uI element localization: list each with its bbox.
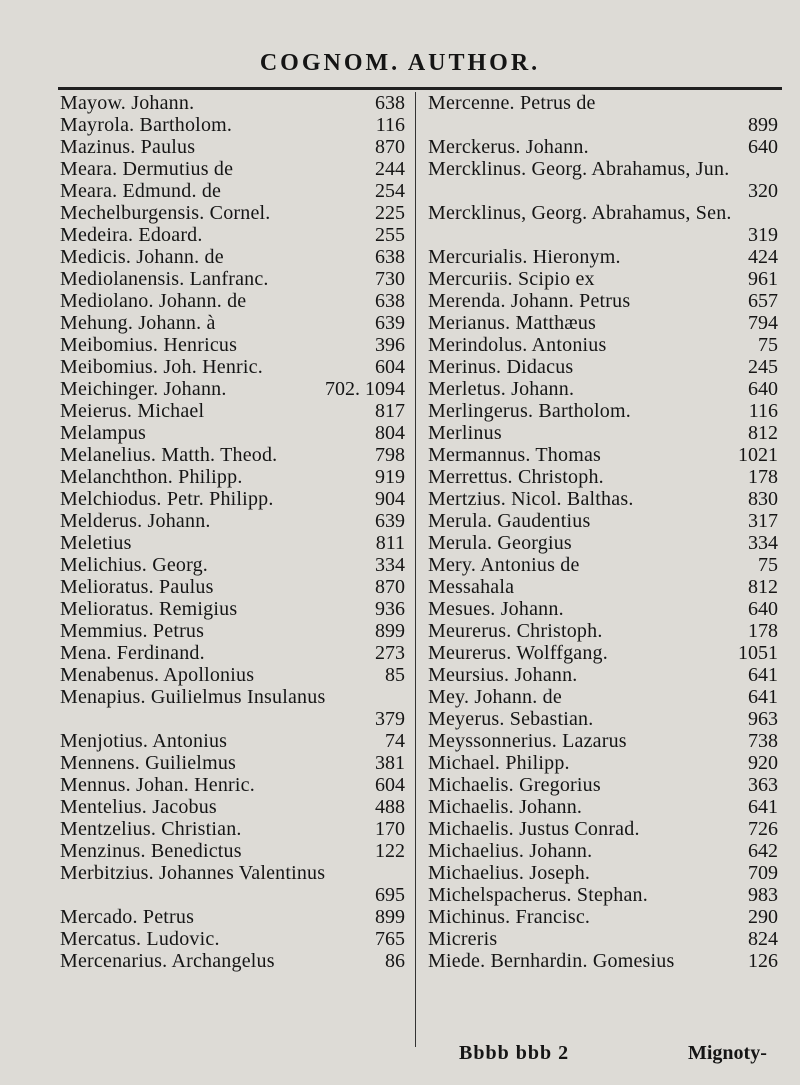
index-entry <box>428 510 778 532</box>
page-reference: 424 <box>748 246 778 268</box>
author-name: Melichius. Georg. <box>60 554 209 576</box>
author-name: Meichinger. Johann. <box>60 378 227 400</box>
page-reference: 765 <box>375 928 405 950</box>
page-reference: 640 <box>748 598 778 620</box>
right-column <box>428 92 778 972</box>
index-entry <box>60 444 405 466</box>
index-entry <box>60 906 405 928</box>
page-reference: 334 <box>748 532 778 554</box>
author-name: Mesues. Johann. <box>428 598 564 620</box>
page-reference: 641 <box>748 796 778 818</box>
index-entry <box>428 818 778 840</box>
author-name: Mentzelius. Christian. <box>60 818 242 840</box>
page-reference: 116 <box>375 114 405 136</box>
index-entry <box>428 796 778 818</box>
index-entry <box>428 906 778 928</box>
page-reference: 363 <box>748 774 778 796</box>
author-name: Meursius. Johann. <box>428 664 578 686</box>
author-name: Melderus. Johann. <box>60 510 211 532</box>
page-reference: 379 <box>375 708 405 730</box>
page-reference: 254 <box>375 180 405 202</box>
index-entry <box>60 400 405 422</box>
page-reference: 396 <box>375 334 405 356</box>
index-entry <box>60 664 405 686</box>
page-reference: 225 <box>375 202 405 224</box>
index-entry <box>60 510 405 532</box>
page-reference: 255 <box>375 224 405 246</box>
page-reference: 936 <box>375 598 405 620</box>
author-name: Meyssonnerius. Lazarus <box>428 730 627 752</box>
index-entry <box>428 444 778 466</box>
page-reference: 738 <box>748 730 778 752</box>
index-entry <box>60 488 405 510</box>
page-reference: 317 <box>748 510 778 532</box>
author-name: Mercatus. Ludovic. <box>60 928 220 950</box>
author-name: Meara. Edmund. de <box>60 180 222 202</box>
author-name: Medeira. Edoard. <box>60 224 203 246</box>
index-entry <box>428 928 778 950</box>
author-name: Mediolano. Johann. de <box>60 290 247 312</box>
author-name: Mercklinus, Georg. Abrahamus, Sen. <box>428 202 732 224</box>
page-reference: 804 <box>375 422 405 444</box>
author-name: Meletius <box>60 532 132 554</box>
index-entry <box>428 664 778 686</box>
author-name: Merrettus. Christoph. <box>428 466 604 488</box>
index-entry <box>60 774 405 796</box>
page-reference: 899 <box>375 906 405 928</box>
author-name: Mertzius. Nicol. Balthas. <box>428 488 634 510</box>
author-name: Mercurialis. Hieronym. <box>428 246 621 268</box>
author-name: Merckerus. Johann. <box>428 136 589 158</box>
index-entry <box>60 180 405 202</box>
page-reference: 604 <box>375 356 405 378</box>
index-entry <box>428 268 778 290</box>
page-reference: 290 <box>748 906 778 928</box>
page-reference: 245 <box>748 356 778 378</box>
page-reference: 641 <box>748 686 778 708</box>
author-name: Mechelburgensis. Cornel. <box>60 202 271 224</box>
page-reference: 641 <box>748 664 778 686</box>
author-name: Melanelius. Matth. Theod. <box>60 444 278 466</box>
index-entry <box>428 532 778 554</box>
author-name: Menzinus. Benedictus <box>60 840 242 862</box>
index-entry <box>428 884 778 906</box>
index-entry <box>60 752 405 774</box>
index-entry <box>60 92 405 114</box>
author-name: Mercado. Petrus <box>60 906 195 928</box>
index-entry <box>60 290 405 312</box>
author-name: Merula. Gaudentius <box>428 510 591 532</box>
page-reference: 640 <box>748 136 778 158</box>
page-reference: 640 <box>748 378 778 400</box>
catchword: Mignoty- <box>688 1042 767 1064</box>
author-name: Merlingerus. Bartholom. <box>428 400 631 422</box>
index-entry <box>60 642 405 664</box>
author-name: Menapius. Guilielmus Insulanus <box>60 686 326 708</box>
index-entry <box>60 796 405 818</box>
page-reference: 702. 1094 <box>325 378 405 400</box>
page-reference: 709 <box>748 862 778 884</box>
page-reference: 1021 <box>738 444 778 466</box>
signature-mark: Bbbb bbb 2 <box>459 1042 570 1064</box>
author-name: Melampus <box>60 422 147 444</box>
index-entry <box>60 268 405 290</box>
page-reference: 488 <box>375 796 405 818</box>
page-reference: 638 <box>375 290 405 312</box>
author-name: Mena. Ferdinand. <box>60 642 205 664</box>
index-entry <box>428 620 778 642</box>
page-header: COGNOM. AUTHOR. <box>259 50 541 76</box>
index-entry <box>428 290 778 312</box>
page-reference: 983 <box>748 884 778 906</box>
author-name: Mercenne. Petrus de <box>428 92 596 114</box>
author-name: Mey. Johann. de <box>428 686 562 708</box>
author-name: Miede. Bernhardin. Gomesius <box>428 950 675 972</box>
index-entry <box>428 334 778 356</box>
index-entry <box>60 378 405 400</box>
author-name: Michaelis. Justus Conrad. <box>428 818 640 840</box>
index-entry <box>428 312 778 334</box>
index-entry <box>428 378 778 400</box>
index-entry <box>60 730 405 752</box>
author-name: Menabenus. Apollonius <box>60 664 255 686</box>
index-entry <box>60 158 405 180</box>
index-entry <box>428 488 778 510</box>
page-reference: 870 <box>375 136 405 158</box>
author-name: Meibomius. Joh. Henric. <box>60 356 263 378</box>
author-name: Merianus. Matthæus <box>428 312 597 334</box>
page-reference: 638 <box>375 92 405 114</box>
index-entry <box>428 422 778 444</box>
page-reference: 726 <box>748 818 778 840</box>
index-entry <box>60 224 405 246</box>
index-entry <box>428 774 778 796</box>
page-reference: 1051 <box>738 642 778 664</box>
page-reference: 319 <box>748 224 778 246</box>
index-entry <box>428 356 778 378</box>
left-column <box>60 92 405 972</box>
author-name: Merinus. Didacus <box>428 356 574 378</box>
author-name: Merlinus <box>428 422 502 444</box>
author-name: Mercenarius. Archangelus <box>60 950 275 972</box>
page-reference: 812 <box>748 422 778 444</box>
page-reference: 824 <box>748 928 778 950</box>
index-entry <box>428 400 778 422</box>
index-entry <box>428 466 778 488</box>
author-name: Mayow. Johann. <box>60 92 195 114</box>
page-reference: 961 <box>748 268 778 290</box>
author-name: Messahala <box>428 576 515 598</box>
author-name: Mermannus. Thomas <box>428 444 602 466</box>
page-reference: 695 <box>375 884 405 906</box>
index-entry <box>60 532 405 554</box>
page-reference: 74 <box>385 730 405 752</box>
index-entry <box>60 422 405 444</box>
index-entry <box>60 114 405 136</box>
author-name: Meurerus. Wolffgang. <box>428 642 608 664</box>
author-name: Mentelius. Jacobus <box>60 796 217 818</box>
author-name: Michaelis. Johann. <box>428 796 583 818</box>
index-entry <box>428 136 778 158</box>
index-entry <box>60 862 405 906</box>
page-reference: 642 <box>748 840 778 862</box>
author-name: Mennens. Guilielmus <box>60 752 237 774</box>
author-name: Michaelius. Joseph. <box>428 862 591 884</box>
page-reference: 178 <box>748 466 778 488</box>
author-name: Meibomius. Henricus <box>60 334 238 356</box>
index-entry <box>428 202 778 246</box>
index-entry <box>60 818 405 840</box>
author-name: Mayrola. Bartholom. <box>60 114 233 136</box>
page-reference: 817 <box>375 400 405 422</box>
author-name: Mediolanensis. Lanfranc. <box>60 268 269 290</box>
page-reference: 170 <box>375 818 405 840</box>
page-reference: 904 <box>375 488 405 510</box>
page-reference: 794 <box>748 312 778 334</box>
author-name: Melanchthon. Philipp. <box>60 466 243 488</box>
index-entry <box>428 950 778 972</box>
index-entry <box>428 686 778 708</box>
page-reference: 334 <box>375 554 405 576</box>
column-divider <box>415 92 416 1047</box>
page-reference: 75 <box>758 554 778 576</box>
author-name: Merletus. Johann. <box>428 378 575 400</box>
page-reference: 919 <box>375 466 405 488</box>
author-name: Micreris <box>428 928 498 950</box>
page-reference: 899 <box>375 620 405 642</box>
index-entry <box>60 554 405 576</box>
page-reference: 244 <box>375 158 405 180</box>
author-name: Michaelius. Johann. <box>428 840 593 862</box>
page-reference: 830 <box>748 488 778 510</box>
index-entry <box>428 554 778 576</box>
author-name: Mehung. Johann. à <box>60 312 216 334</box>
page-reference: 273 <box>375 642 405 664</box>
author-name: Memmius. Petrus <box>60 620 205 642</box>
index-entry <box>428 158 778 202</box>
author-name: Merbitzius. Johannes Valentinus <box>60 862 326 884</box>
index-entry <box>60 136 405 158</box>
index-entry <box>60 312 405 334</box>
index-entry <box>60 928 405 950</box>
author-name: Menjotius. Antonius <box>60 730 228 752</box>
page-reference: 86 <box>385 950 405 972</box>
page-reference: 381 <box>375 752 405 774</box>
page-reference: 122 <box>375 840 405 862</box>
author-name: Meyerus. Sebastian. <box>428 708 594 730</box>
page-reference: 657 <box>748 290 778 312</box>
page-reference: 798 <box>375 444 405 466</box>
author-name: Meara. Dermutius de <box>60 158 234 180</box>
author-name: Melioratus. Remigius <box>60 598 238 620</box>
author-name: Mennus. Johan. Henric. <box>60 774 255 796</box>
author-name: Meurerus. Christoph. <box>428 620 603 642</box>
author-name: Mercklinus. Georg. Abrahamus, Jun. <box>428 158 730 180</box>
index-entry <box>60 576 405 598</box>
page-reference: 116 <box>748 400 778 422</box>
page-reference: 604 <box>375 774 405 796</box>
index-entry <box>60 246 405 268</box>
author-name: Michelspacherus. Stephan. <box>428 884 648 906</box>
page-reference: 178 <box>748 620 778 642</box>
page-reference: 730 <box>375 268 405 290</box>
author-name: Michinus. Francisc. <box>428 906 591 928</box>
index-entry <box>428 246 778 268</box>
index-entry <box>428 840 778 862</box>
page-reference: 638 <box>375 246 405 268</box>
author-name: Melchiodus. Petr. Philipp. <box>60 488 274 510</box>
page-reference: 812 <box>748 576 778 598</box>
index-entry <box>428 708 778 730</box>
index-entry <box>60 686 405 730</box>
page-reference: 920 <box>748 752 778 774</box>
page-reference: 870 <box>375 576 405 598</box>
author-name: Mazinus. Paulus <box>60 136 196 158</box>
page-reference: 126 <box>748 950 778 972</box>
index-entry <box>428 92 778 136</box>
page-reference: 963 <box>748 708 778 730</box>
page-reference: 75 <box>758 334 778 356</box>
index-entry <box>428 752 778 774</box>
author-name: Merenda. Johann. Petrus <box>428 290 631 312</box>
index-entry <box>428 862 778 884</box>
page-reference: 85 <box>385 664 405 686</box>
author-name: Medicis. Johann. de <box>60 246 224 268</box>
index-entry <box>428 642 778 664</box>
author-name: Merula. Georgius <box>428 532 572 554</box>
author-name: Meierus. Michael <box>60 400 205 422</box>
index-entry <box>60 356 405 378</box>
index-entry <box>428 598 778 620</box>
index-entry <box>60 466 405 488</box>
page-reference: 899 <box>748 114 778 136</box>
author-name: Michael. Philipp. <box>428 752 570 774</box>
index-entry <box>60 598 405 620</box>
author-name: Melioratus. Paulus <box>60 576 214 598</box>
index-entry <box>60 202 405 224</box>
header-rule <box>58 87 782 90</box>
author-name: Mercuriis. Scipio ex <box>428 268 595 290</box>
author-name: Merindolus. Antonius <box>428 334 607 356</box>
author-name: Michaelis. Gregorius <box>428 774 601 796</box>
index-entry <box>428 576 778 598</box>
page-reference: 811 <box>375 532 405 554</box>
index-entry <box>60 620 405 642</box>
author-name: Mery. Antonius de <box>428 554 580 576</box>
page-reference: 639 <box>375 312 405 334</box>
index-entry <box>60 950 405 972</box>
index-entry <box>60 840 405 862</box>
page-reference: 639 <box>375 510 405 532</box>
index-entry <box>60 334 405 356</box>
page-reference: 320 <box>748 180 778 202</box>
index-entry <box>428 730 778 752</box>
